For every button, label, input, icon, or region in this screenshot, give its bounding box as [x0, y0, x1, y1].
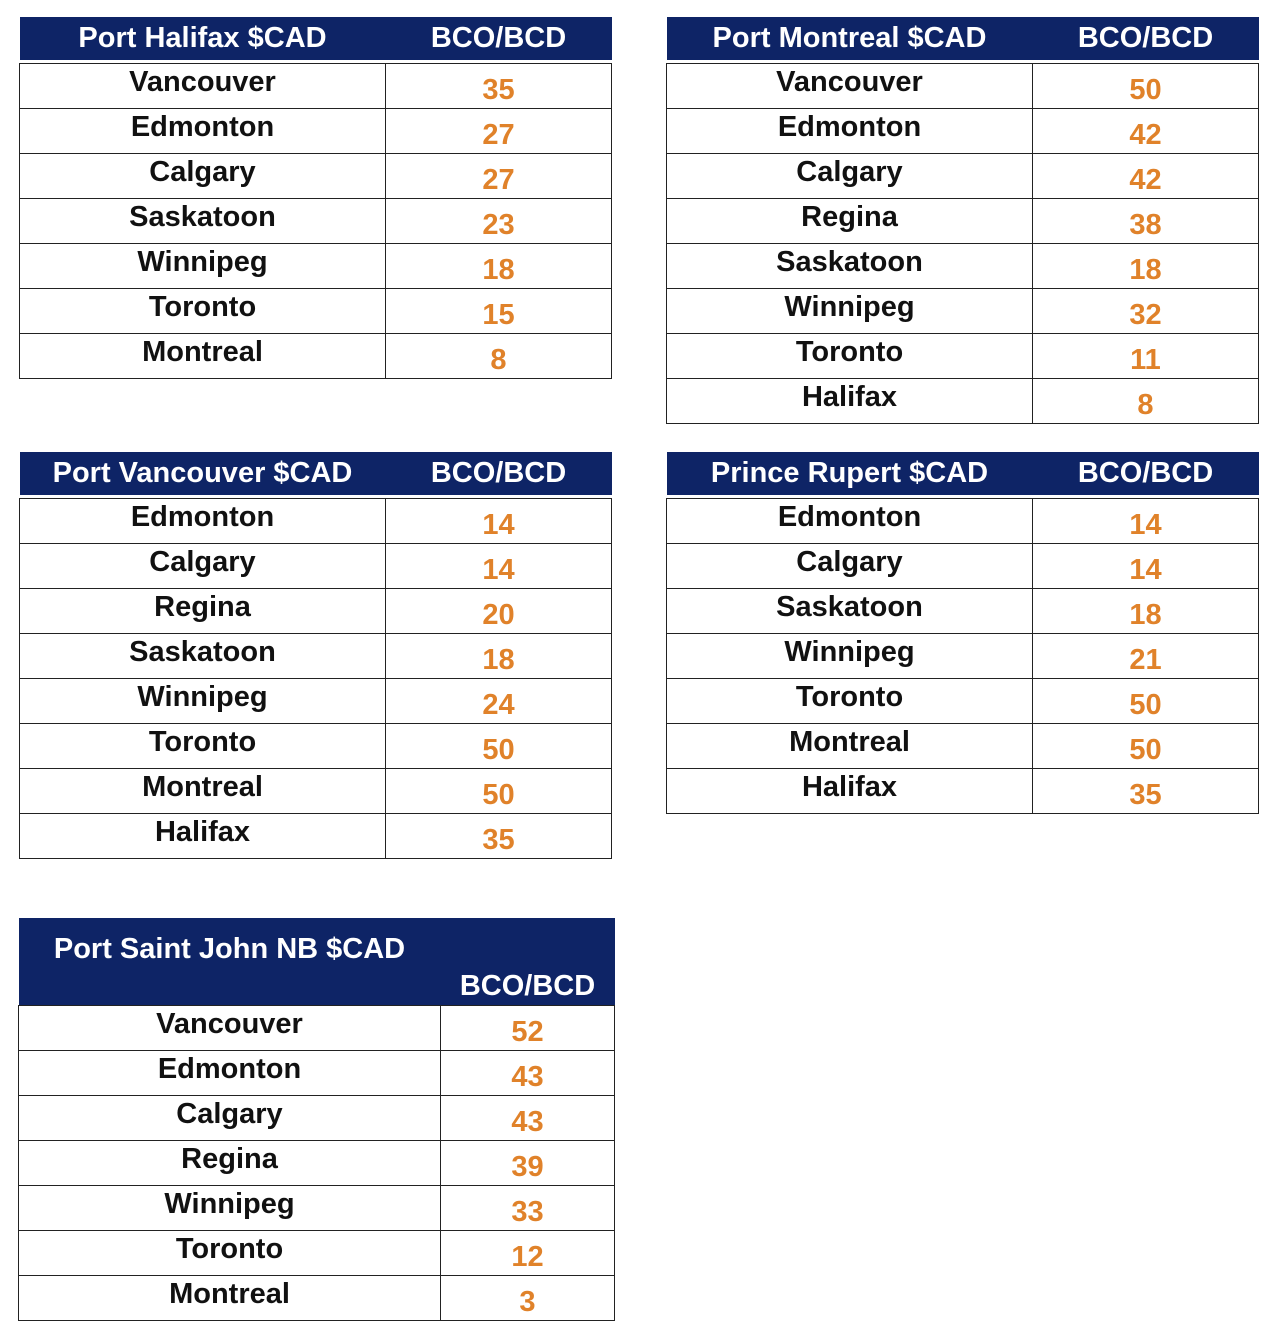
table-title: Port Halifax $CAD — [20, 17, 386, 60]
table-row — [20, 634, 612, 679]
city-cell: Vancouver — [667, 64, 1033, 109]
table-row — [667, 334, 1259, 379]
city-cell: Halifax — [667, 379, 1033, 424]
table-row — [667, 289, 1259, 334]
metric-header: BCO/BCD — [386, 17, 612, 60]
table-row — [20, 289, 612, 334]
table-row — [667, 244, 1259, 289]
city-cell: Regina — [19, 1141, 441, 1186]
table-header-row — [667, 17, 1259, 60]
value-cell: 14 — [386, 544, 612, 589]
value-cell: 27 — [386, 109, 612, 154]
city-cell: Winnipeg — [20, 679, 386, 724]
table-body — [667, 60, 1259, 424]
value-cell: 14 — [1033, 499, 1259, 544]
city-cell: Saskatoon — [667, 589, 1033, 634]
city-cell: Calgary — [667, 154, 1033, 199]
value-cell: 52 — [441, 1006, 615, 1051]
city-cell: Halifax — [20, 814, 386, 859]
prince-rupert-table — [666, 452, 1259, 814]
city-cell: Edmonton — [667, 109, 1033, 154]
city-cell: Montreal — [20, 334, 386, 379]
table-row — [20, 154, 612, 199]
value-cell: 43 — [441, 1051, 615, 1096]
city-cell: Winnipeg — [667, 634, 1033, 679]
table-row — [20, 64, 612, 109]
table-row — [667, 154, 1259, 199]
value-cell: 12 — [441, 1231, 615, 1276]
table-row — [19, 1276, 615, 1321]
table-body — [20, 495, 612, 859]
value-cell: 50 — [386, 724, 612, 769]
city-cell: Toronto — [20, 289, 386, 334]
table-row — [667, 679, 1259, 724]
table-row — [19, 1231, 615, 1276]
city-cell: Montreal — [19, 1276, 441, 1321]
value-cell: 35 — [1033, 769, 1259, 814]
city-cell: Calgary — [19, 1096, 441, 1141]
value-cell: 27 — [386, 154, 612, 199]
city-cell: Toronto — [667, 679, 1033, 724]
table-row — [20, 109, 612, 154]
table-row — [19, 1051, 615, 1096]
table-row — [667, 199, 1259, 244]
city-cell: Toronto — [20, 724, 386, 769]
city-cell: Saskatoon — [667, 244, 1033, 289]
city-cell: Montreal — [667, 724, 1033, 769]
table-row — [20, 544, 612, 589]
value-cell: 21 — [1033, 634, 1259, 679]
table-row — [20, 589, 612, 634]
city-cell: Toronto — [667, 334, 1033, 379]
value-cell: 15 — [386, 289, 612, 334]
table-header-row — [667, 452, 1259, 495]
city-cell: Saskatoon — [20, 199, 386, 244]
city-cell: Winnipeg — [19, 1186, 441, 1231]
value-cell: 43 — [441, 1096, 615, 1141]
value-cell: 20 — [386, 589, 612, 634]
city-cell: Toronto — [19, 1231, 441, 1276]
table-row — [20, 814, 612, 859]
value-cell: 50 — [1033, 679, 1259, 724]
value-cell: 14 — [386, 499, 612, 544]
value-cell: 35 — [386, 814, 612, 859]
value-cell: 32 — [1033, 289, 1259, 334]
table-row — [19, 1186, 615, 1231]
city-cell: Calgary — [20, 154, 386, 199]
table-header-row — [19, 918, 615, 1006]
city-cell: Edmonton — [667, 499, 1033, 544]
value-cell: 14 — [1033, 544, 1259, 589]
table-body — [19, 1006, 615, 1321]
table-row — [667, 769, 1259, 814]
metric-header: BCO/BCD — [386, 452, 612, 495]
value-cell: 18 — [1033, 244, 1259, 289]
city-cell: Edmonton — [19, 1051, 441, 1096]
value-cell: 18 — [386, 634, 612, 679]
table-row — [667, 589, 1259, 634]
metric-header: BCO/BCD — [1033, 452, 1259, 495]
city-cell: Regina — [667, 199, 1033, 244]
table-row — [667, 634, 1259, 679]
city-cell: Vancouver — [20, 64, 386, 109]
city-cell: Halifax — [667, 769, 1033, 814]
table-row — [667, 724, 1259, 769]
value-cell: 18 — [1033, 589, 1259, 634]
city-cell: Saskatoon — [20, 634, 386, 679]
value-cell: 50 — [1033, 64, 1259, 109]
value-cell: 42 — [1033, 154, 1259, 199]
table-row — [19, 1141, 615, 1186]
value-cell: 50 — [1033, 724, 1259, 769]
port-saint-john-table — [18, 918, 615, 1321]
city-cell: Vancouver — [19, 1006, 441, 1051]
value-cell: 18 — [386, 244, 612, 289]
city-cell: Montreal — [20, 769, 386, 814]
table-title: Port Vancouver $CAD — [20, 452, 386, 495]
table-row — [667, 109, 1259, 154]
metric-header: BCO/BCD — [441, 918, 615, 1006]
table-row — [20, 679, 612, 724]
table-row — [667, 64, 1259, 109]
city-cell: Winnipeg — [667, 289, 1033, 334]
table-header-row — [20, 452, 612, 495]
table-row — [667, 499, 1259, 544]
city-cell: Edmonton — [20, 499, 386, 544]
table-header-row — [20, 17, 612, 60]
table-row — [667, 544, 1259, 589]
value-cell: 39 — [441, 1141, 615, 1186]
port-montreal-table — [666, 17, 1259, 424]
table-body — [667, 495, 1259, 814]
table-row — [667, 379, 1259, 424]
table-body — [20, 60, 612, 379]
value-cell: 3 — [441, 1276, 615, 1321]
metric-header: BCO/BCD — [1033, 17, 1259, 60]
city-cell: Calgary — [667, 544, 1033, 589]
value-cell: 8 — [1033, 379, 1259, 424]
value-cell: 38 — [1033, 199, 1259, 244]
table-row — [20, 769, 612, 814]
table-row — [20, 724, 612, 769]
port-halifax-table — [19, 17, 612, 379]
table-row — [20, 499, 612, 544]
table-row — [20, 244, 612, 289]
table-row — [19, 1006, 615, 1051]
value-cell: 50 — [386, 769, 612, 814]
table-title: Prince Rupert $CAD — [667, 452, 1033, 495]
value-cell: 8 — [386, 334, 612, 379]
city-cell: Winnipeg — [20, 244, 386, 289]
table-title: Port Montreal $CAD — [667, 17, 1033, 60]
port-vancouver-table — [19, 452, 612, 859]
value-cell: 23 — [386, 199, 612, 244]
table-row — [20, 334, 612, 379]
value-cell: 42 — [1033, 109, 1259, 154]
table-row — [20, 199, 612, 244]
city-cell: Calgary — [20, 544, 386, 589]
table-row — [19, 1096, 615, 1141]
table-title: Port Saint John NB $CAD — [19, 918, 441, 1006]
value-cell: 24 — [386, 679, 612, 724]
value-cell: 11 — [1033, 334, 1259, 379]
city-cell: Edmonton — [20, 109, 386, 154]
value-cell: 33 — [441, 1186, 615, 1231]
city-cell: Regina — [20, 589, 386, 634]
value-cell: 35 — [386, 64, 612, 109]
